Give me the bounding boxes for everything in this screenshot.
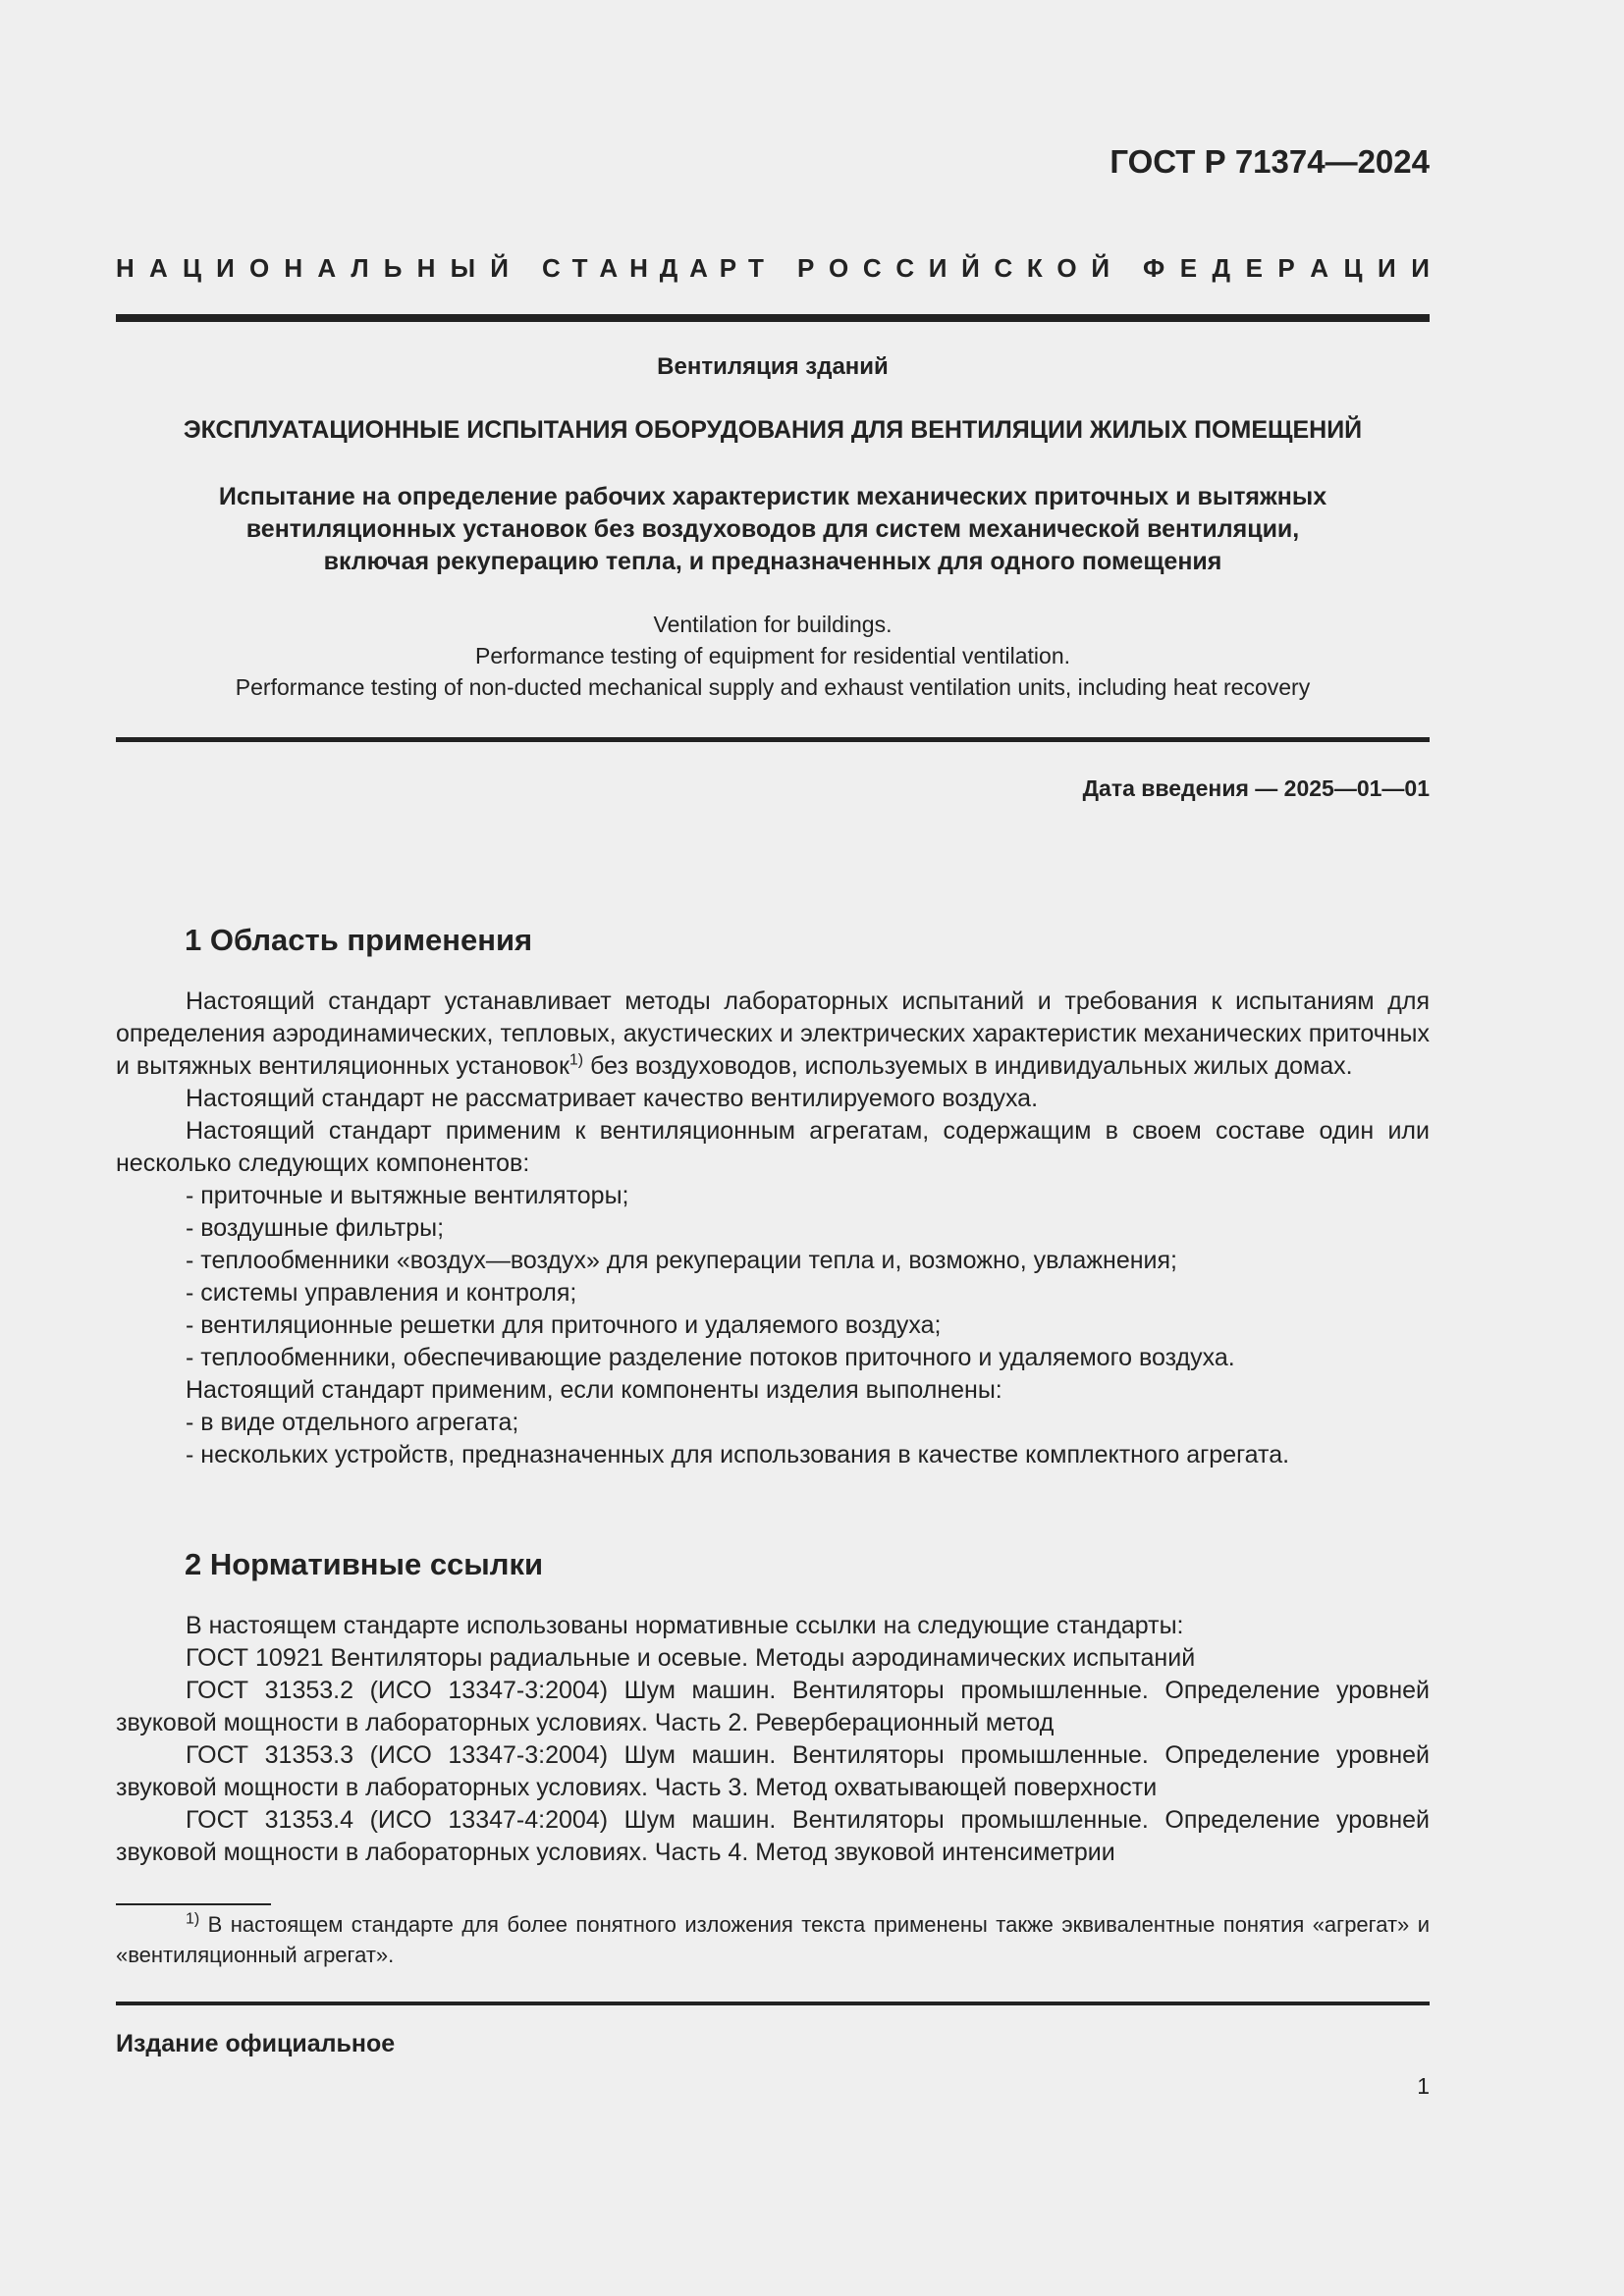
introduction-date: Дата введения — 2025—01—01 bbox=[1082, 775, 1430, 801]
paragraph: Настоящий стандарт устанавливает методы лабораторных испытаний и требования к испытаниям для определения аэродинамических, тепловых, акустических и электрических характеристик механических приточных и вытяжных вентиляционных установок$^{1)}$ без воздуховодов, используемых в индивидуальных жилых домах. bbox=[116, 988, 1430, 1080]
paragraph: Настоящий стандарт применим, если компоненты изделия выполнены: bbox=[186, 1376, 1002, 1404]
english-line: Ventilation for buildings. bbox=[653, 612, 893, 637]
document-number: ГОСТ Р 71374—2024 bbox=[1110, 143, 1430, 180]
list-item: - теплообменники «воздух—воздух» для рекуперации тепла и, возможно, увлажнения; bbox=[186, 1247, 1177, 1274]
subtitle-line: Испытание на определение рабочих характеристик механических приточных и вытяжных bbox=[218, 483, 1327, 510]
list-item: - теплообменники, обеспечивающие разделение потоков приточного и удаляемого воздуха. bbox=[186, 1344, 1235, 1371]
english-title bbox=[116, 609, 1430, 703]
list-item: - в виде отдельного агрегата; bbox=[186, 1409, 519, 1436]
english-line: Performance testing of non-ducted mechanical supply and exhaust ventilation units, including heat recovery bbox=[235, 674, 1311, 700]
footnote-rule bbox=[116, 1903, 271, 1905]
section-heading-scope: 1 Область применения bbox=[185, 923, 533, 957]
reference-item: ГОСТ 10921 Вентиляторы радиальные и осевые. Методы аэродинамических испытаний bbox=[186, 1644, 1196, 1672]
paragraph: Настоящий стандарт применим к вентиляционным агрегатам, содержащим в своем составе один или несколько следующих компонентов: bbox=[116, 1117, 1430, 1177]
list-item: - воздушные фильтры; bbox=[186, 1214, 445, 1242]
banner-word: Р О С С И Й С К О Й bbox=[797, 252, 1110, 283]
banner-word: Н А Ц И О Н А Л Ь Н Ы Й bbox=[116, 252, 509, 283]
edition-label: Издание официальное bbox=[116, 2030, 396, 2057]
subtitle-line: включая рекуперацию тепла, и предназначенных для одного помещения bbox=[323, 548, 1222, 575]
paragraph: В настоящем стандарте использованы нормативные ссылки на следующие стандарты: bbox=[186, 1612, 1184, 1639]
reference-item: ГОСТ 31353.2 (ИСО 13347-3:2004) Шум машин. Вентиляторы промышленные. Определение уровней звуковой мощности в лабораторных условиях. Часть 2. Реверберационный метод bbox=[116, 1677, 1430, 1736]
list-item: - системы управления и контроля; bbox=[186, 1279, 577, 1307]
list-item: - вентиляционные решетки для приточного и удаляемого воздуха; bbox=[186, 1311, 942, 1339]
page-number: 1 bbox=[1417, 2073, 1430, 2099]
header-rule bbox=[116, 314, 1430, 322]
list-item: - приточные и вытяжные вентиляторы; bbox=[186, 1182, 629, 1209]
title-main: ЭКСПЛУАТАЦИОННЫЕ ИСПЫТАНИЯ ОБОРУДОВАНИЯ ДЛЯ ВЕНТИЛЯЦИИ ЖИЛЫХ ПОМЕЩЕНИЙ bbox=[183, 416, 1363, 444]
reference-item: ГОСТ 31353.4 (ИСО 13347-4:2004) Шум машин. Вентиляторы промышленные. Определение уровней звуковой мощности в лабораторных условиях. Часть 4. Метод звуковой интенсиметрии bbox=[116, 1806, 1430, 1866]
footnote-marker: 1) bbox=[186, 1910, 200, 1928]
title-group: Вентиляция зданий bbox=[657, 353, 889, 380]
reference-item: ГОСТ 31353.3 (ИСО 13347-3:2004) Шум машин. Вентиляторы промышленные. Определение уровней звуковой мощности в лабораторных условиях. Часть 3. Метод охватывающей поверхности bbox=[116, 1741, 1430, 1801]
footnote-ref: 1) bbox=[568, 1051, 584, 1069]
subtitle-line: вентиляционных установок без воздуховодов для систем механической вентиляции, bbox=[245, 515, 1300, 543]
footnote bbox=[116, 1909, 1430, 1970]
paragraph: Настоящий стандарт не рассматривает качество вентилируемого воздуха. bbox=[186, 1085, 1039, 1112]
list-item: - нескольких устройств, предназначенных для использования в качестве комплектного агрегата. bbox=[186, 1441, 1290, 1468]
banner-word: С Т А Н Д А Р Т bbox=[542, 252, 764, 283]
section-body-references bbox=[116, 1610, 1430, 1869]
section-heading-references: 2 Нормативные ссылки bbox=[185, 1547, 544, 1581]
banner-word: Ф Е Д Е Р А Ц И И bbox=[1143, 252, 1430, 283]
title-rule bbox=[116, 737, 1430, 742]
footnote-text: В настоящем стандарте для более понятного изложения текста применены также эквивалентные понятия «агрегат» и «вентиляционный агрегат». bbox=[116, 1912, 1430, 1967]
english-line: Performance testing of equipment for residential ventilation. bbox=[475, 643, 1070, 668]
title-subtitle bbox=[116, 481, 1430, 578]
national-standard-banner bbox=[116, 251, 1430, 285]
footer-rule bbox=[116, 2002, 1430, 2005]
section-body-scope bbox=[116, 986, 1430, 1471]
